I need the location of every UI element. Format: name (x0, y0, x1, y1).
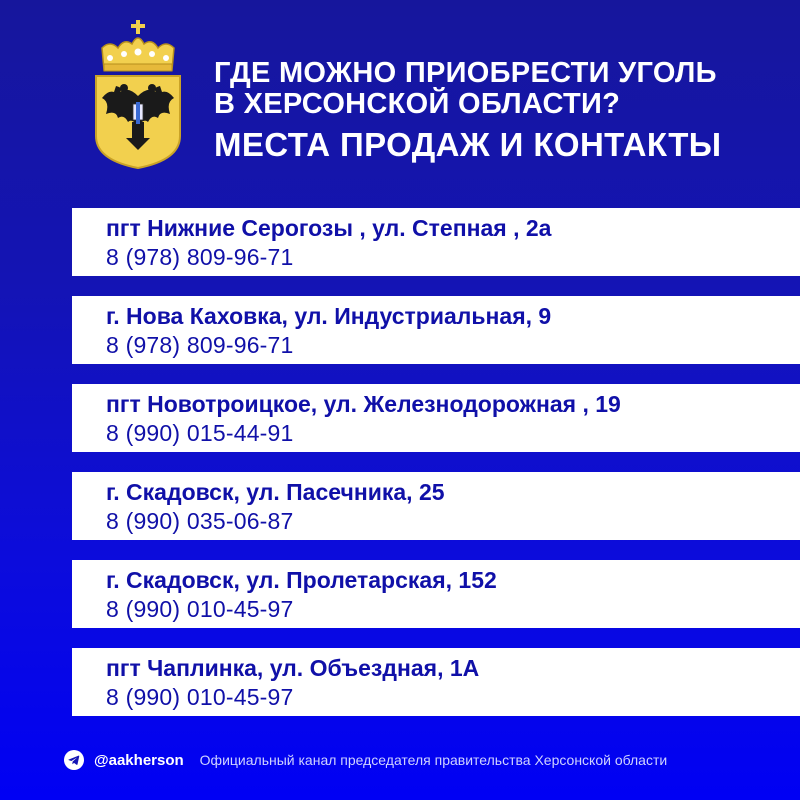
channel-handle[interactable]: @aakherson (94, 751, 184, 769)
location-card (72, 560, 800, 628)
location-phone[interactable]: 8 (990) 010-45-97 (106, 684, 294, 710)
kherson-coat-of-arms-icon (88, 18, 188, 170)
header (214, 58, 722, 164)
location-phone[interactable]: 8 (978) 809-96-71 (106, 332, 294, 358)
location-address: г. Скадовск, ул. Пасечника, 25 (106, 479, 445, 505)
location-card (72, 648, 800, 716)
location-phone[interactable]: 8 (990) 010-45-97 (106, 596, 294, 622)
crown-icon (102, 20, 174, 71)
location-card (72, 472, 800, 540)
locations-list (72, 208, 800, 736)
location-address: г. Скадовск, ул. Пролетарская, 152 (106, 567, 497, 593)
location-card (72, 208, 800, 276)
page-title-line2: В ХЕРСОНСКОЙ ОБЛАСТИ? (214, 88, 621, 120)
location-card (72, 384, 800, 452)
location-card (72, 296, 800, 364)
location-address: пгт Новотроицкое, ул. Железнодорожная , 19 (106, 391, 621, 417)
footer (64, 748, 667, 772)
location-address: пгт Чаплинка, ул. Объездная, 1А (106, 655, 480, 681)
page-subtitle: МЕСТА ПРОДАЖ И КОНТАКТЫ (214, 126, 722, 163)
location-address: г. Нова Каховка, ул. Индустриальная, 9 (106, 303, 552, 329)
location-address: пгт Нижние Серогозы , ул. Степная , 2а (106, 215, 552, 241)
location-phone[interactable]: 8 (978) 809-96-71 (106, 244, 294, 270)
location-phone[interactable]: 8 (990) 015-44-91 (106, 420, 294, 446)
page-title-line1: ГДЕ МОЖНО ПРИОБРЕСТИ УГОЛЬ (214, 57, 717, 89)
telegram-icon[interactable] (64, 750, 84, 770)
channel-description: Официальный канал председателя правительства Херсонской области (199, 752, 668, 768)
location-phone[interactable]: 8 (990) 035-06-87 (106, 508, 294, 534)
